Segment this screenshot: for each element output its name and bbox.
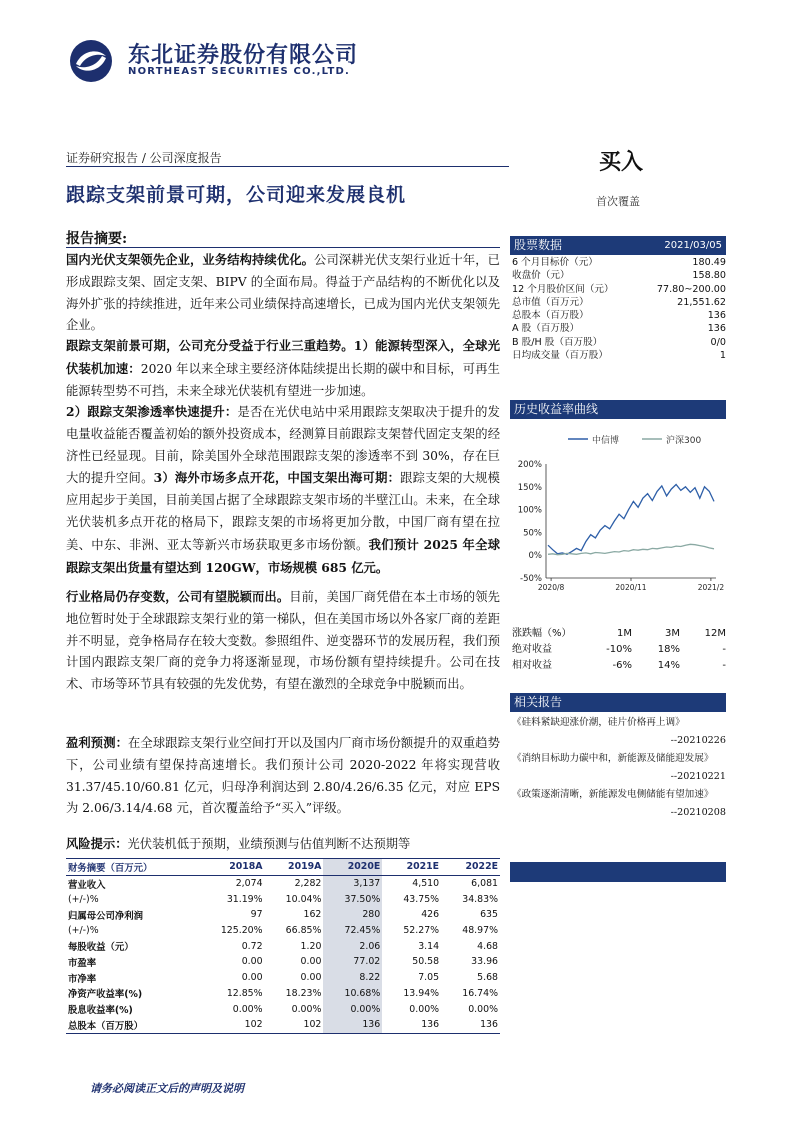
- page-title: 跟踪支架前景可期，公司迎来发展良机: [66, 184, 407, 206]
- table-row: (+/-)% 31.19% 10.04% 37.50% 43.75% 34.83%: [66, 891, 500, 907]
- report-type: 证券研究报告 / 公司深度报告: [66, 151, 222, 165]
- related-header: [510, 693, 726, 712]
- table-row: (+/-)% 125.20% 66.85% 72.45% 52.27% 48.97%: [66, 923, 500, 939]
- coverage-note: 首次覆盖: [596, 195, 640, 208]
- summary-paragraph-4: 行业格局仍存变数，公司有望脱颖而出。目前，美国厂商凭借在本土市场的领先地位暂时处于全球跟踪支架行业的第一梯队，但在美国市场以外各家厂商的差距并不明显，竞争格局存在较大变数。参照组件、逆变器环节的发展历程，我们预计国内跟踪支架厂商的竞争力将逐渐显现，市场份额有望持续提升。公司在技术、市场等环节具有较强的先发优势，有望在激烈的全球竞争中脱颖而出。: [66, 589, 500, 692]
- table-row: 股息收益率(%) 0.00% 0.00% 0.00% 0.00% 0.00%: [66, 1001, 500, 1017]
- header-rule: [66, 166, 509, 167]
- company-logo: [68, 38, 114, 84]
- rating: 买入: [599, 149, 644, 175]
- y-tick-label: 100%: [517, 505, 542, 516]
- table-row: 归属母公司净利润 97 162 280 426 635: [66, 907, 500, 923]
- perf-row: 绝对收益 -10% 18% -: [512, 644, 726, 655]
- return-chart: [510, 422, 726, 612]
- y-tick-label: 50%: [523, 528, 542, 539]
- stock-row: 6 个月目标价（元） 180.49: [512, 257, 726, 268]
- series-line: [548, 485, 714, 555]
- related-report-date: --20210208: [670, 807, 726, 818]
- stock-data-list: [512, 256, 726, 362]
- stock-data-header: [510, 236, 726, 255]
- table-row: 市净率 0.00 0.00 8.22 7.05 5.68: [66, 970, 500, 986]
- company-name-en: NORTHEAST SECURITIES CO.,LTD.: [128, 66, 351, 77]
- table-row: 总股本（百万股） 102 102 136 136 136: [66, 1017, 500, 1033]
- stock-row: A 股（百万股） 136: [512, 323, 726, 335]
- series-line: [548, 544, 714, 554]
- related-report-link[interactable]: 《硅料紧缺迎涨价潮，硅片价格再上调》: [512, 717, 685, 728]
- related-report-link[interactable]: 《政策逐渐清晰，新能源发电侧储能有望加速》: [512, 789, 714, 800]
- table-header-row: 财务摘要（百万元） 2018A 2019A 2020E 2021E 2022E: [66, 859, 500, 876]
- x-tick-label: 2020/8: [537, 583, 565, 592]
- x-tick-label: 2021/2: [697, 583, 725, 592]
- earnings-forecast: 盈利预测：在全球跟踪支架行业空间打开以及国内厂商市场份额提升的双重趋势下，公司业绩有望保持高速增长。我们预计公司 2020-2022 年将实现营收 31.37/45.10/60.81 亿元，归母净利润达到 2.80/4.26/6.35 亿元，对应 EPS 为 2.06/3.14/4.68 元，首次覆盖给予“买入”评级。: [66, 735, 500, 816]
- legend-label: 沪深300: [666, 436, 702, 446]
- summary-heading: 报告摘要:: [66, 231, 128, 247]
- chart-header: [510, 400, 726, 419]
- y-tick-label: 200%: [517, 460, 542, 470]
- y-tick-label: 150%: [517, 482, 542, 493]
- table-row: 营业收入 2,074 2,282 3,137 4,510 6,081: [66, 875, 500, 891]
- stock-row: 总股本（百万股） 136: [512, 310, 726, 322]
- financial-summary-table: [66, 858, 500, 1034]
- summary-paragraph-1: 国内光伏支架领先企业，业务结构持续优化。公司深耕光伏支架行业近十年，已形成跟踪支架、固定支架、BIPV 的全面布局。得益于产品结构的不断优化以及海外扩张的持续推进，近年来公司业绩保持高速增长，已成为国内光伏支架领先企业。: [66, 252, 500, 333]
- x-tick-label: 2020/11: [615, 583, 647, 592]
- related-report-link[interactable]: 《消纳目标助力碳中和，新能源及储能迎发展》: [512, 753, 714, 764]
- chart-title: 历史收益率曲线: [514, 402, 599, 416]
- summary-paragraph-3: 2）跟踪支架渗透率快速提升：是否在光伏电站中采用跟踪支架取决于提升的发电量收益能否覆盖初始的额外投资成本，经测算目前跟踪支架替代固定支架的经济性已经显现。目前，除美国外全球范围跟踪支架的渗透率不到 30%，存在巨大的提升空间。3）海外市场多点开花，中国支架出海可期：跟踪支架的大规模应用起步于美国，目前美国占据了全球跟踪支架市场的半壁江山。未来，在全球光伏装机多点开花的格局下，跟踪支架的市场将更加分散，中国厂商有望在拉美、中东、非洲、亚太等新兴市场获取更多市场份额。我们预计 2025 年全球跟踪支架出货量有望达到 120GW，市场规模 685 亿元。: [66, 404, 500, 575]
- column-footer-bar: [510, 862, 726, 882]
- related-title: 相关报告: [514, 695, 563, 709]
- legend-label: 中信博: [592, 436, 620, 446]
- risk-note: 风险提示：光伏装机低于预期，业绩预测与估值判断不达预期等: [66, 836, 411, 851]
- stock-data-title: 股票数据: [514, 238, 563, 252]
- performance-table: [512, 626, 726, 674]
- perf-row: 相对收益 -6% 14% -: [512, 660, 726, 671]
- related-report-date: --20210226: [670, 735, 726, 746]
- related-reports: [512, 714, 726, 822]
- stock-row: 12 个月股价区间（元） 77.80~200.00: [512, 283, 726, 295]
- table-row: 净资产收益率(%) 12.85% 18.23% 10.68% 13.94% 16.74%: [66, 986, 500, 1002]
- stock-row: B 股/H 股（百万股） 0/0: [512, 336, 726, 348]
- company-name-cn: 东北证券股份有限公司: [128, 43, 359, 68]
- y-tick-label: -50%: [520, 574, 542, 584]
- perf-header-row: 涨跌幅（%） 1M 3M 12M: [512, 628, 726, 639]
- stock-row: 日均成交量（百万股） 1: [512, 350, 726, 362]
- table-row: 每股收益（元） 0.72 1.20 2.06 3.14 4.68: [66, 938, 500, 954]
- related-report-date: --20210221: [670, 771, 726, 782]
- stock-row: 总市值（百万元） 21,551.62: [512, 296, 726, 308]
- table-row: 市盈率 0.00 0.00 77.02 50.58 33.96: [66, 954, 500, 970]
- summary-rule: [66, 247, 500, 248]
- footer-disclaimer[interactable]: 请务必阅读正文后的声明及说明: [90, 1082, 244, 1095]
- stock-data-date: 2021/03/05: [664, 240, 722, 251]
- stock-row: 收盘价（元） 158.80: [512, 270, 726, 282]
- y-tick-label: 0%: [528, 551, 542, 562]
- summary-paragraph-2: 跟踪支架前景可期，公司充分受益于行业三重趋势。1）能源转型深入，全球光伏装机加速：2020 年以来全球主要经济体陆续提出长期的碳中和目标，可再生能源转型势不可挡，未来全球光伏装机有望进一步加速。: [66, 338, 500, 398]
